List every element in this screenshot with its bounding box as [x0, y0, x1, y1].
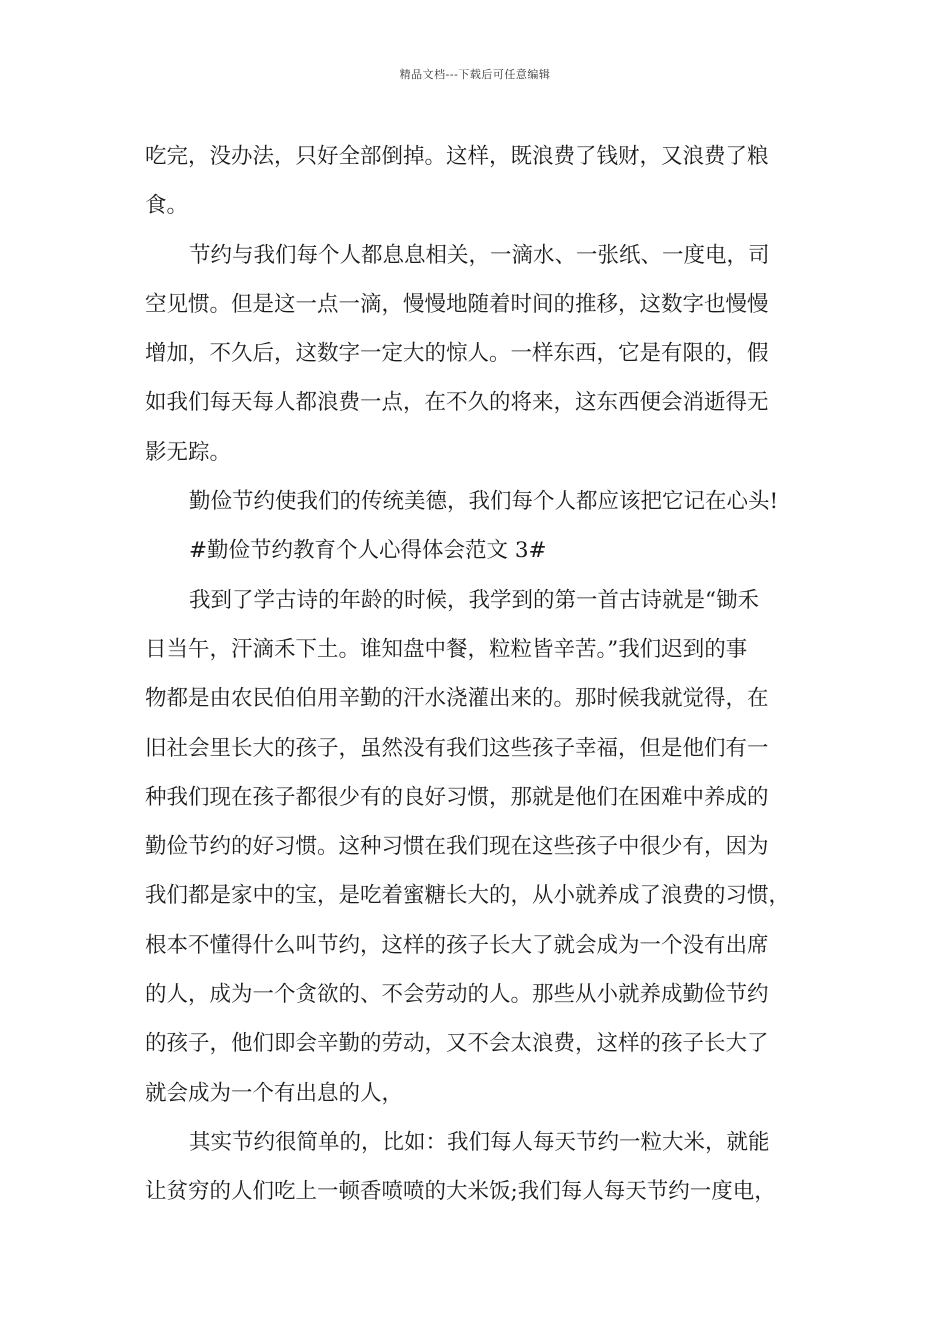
- text-line: 节约与我们每个人都息息相关，一滴水、一张纸、一度电，司: [189, 242, 770, 268]
- text-line: 物都是由农民伯伯用辛勤的汗水浇灌出来的。那时候我就觉得，在: [145, 686, 769, 712]
- text-line: 的孩子，他们即会辛勤的劳动，又不会太浪费，这样的孩子长大了: [145, 1031, 769, 1057]
- text-line: 食。: [145, 193, 189, 219]
- text-line: 种我们现在孩子都很少有的良好习惯，那就是他们在困难中养成的: [145, 784, 769, 810]
- text-line: 让贫穷的人们吃上一顿香喷喷的大米饭;我们每人每天节约一度电，: [145, 1179, 776, 1205]
- document-body: [145, 132, 825, 1217]
- page-header: 精品文档---下载后可任意编辑: [399, 68, 551, 81]
- text-line: 我们都是家中的宝，是吃着蜜糖长大的，从小就养成了浪费的习惯，: [145, 883, 791, 909]
- text-line: 其实节约很简单的，比如：我们每人每天节约一粒大米，就能: [189, 1129, 770, 1155]
- text-line: 影无踪。: [145, 439, 232, 465]
- text-line: 勤俭节约使我们的传统美德，我们每个人都应该把它记在心头!: [189, 489, 779, 515]
- text-line: 增加，不久后，这数字一定大的惊人。一样东西，它是有限的，假: [145, 341, 769, 367]
- text-line: 吃完，没办法，只好全部倒掉。这样，既浪费了钱财，又浪费了粮: [145, 144, 769, 169]
- text-line: 勤俭节约的好习惯。这种习惯在我们现在这些孩子中很少有，因为: [145, 834, 769, 860]
- text-line: 如我们每天每人都浪费一点，在不久的将来，这东西便会消逝得无: [145, 390, 769, 416]
- text-line: 的人，成为一个贪欲的、不会劳动的人。那些从小就养成勤俭节约: [145, 982, 769, 1008]
- text-line: 就会成为一个有出息的人，: [145, 1080, 404, 1106]
- text-line: 日当午，汗滴禾下土。谁知盘中餐，粒粒皆辛苦。”我们迟到的事: [145, 636, 748, 662]
- text-line: 旧社会里长大的孩子，虽然没有我们这些孩子幸福，但是他们有一: [145, 735, 769, 761]
- text-line: #勤俭节约教育个人心得体会范文 3#: [189, 538, 547, 564]
- text-line: 我到了学古诗的年龄的时候，我学到的第一首古诗就是“锄禾: [189, 587, 759, 613]
- text-line: 空见惯。但是这一点一滴，慢慢地随着时间的推移，这数字也慢慢: [145, 291, 769, 317]
- text-line: 根本不懂得什么叫节约，这样的孩子长大了就会成为一个没有出席: [145, 932, 769, 958]
